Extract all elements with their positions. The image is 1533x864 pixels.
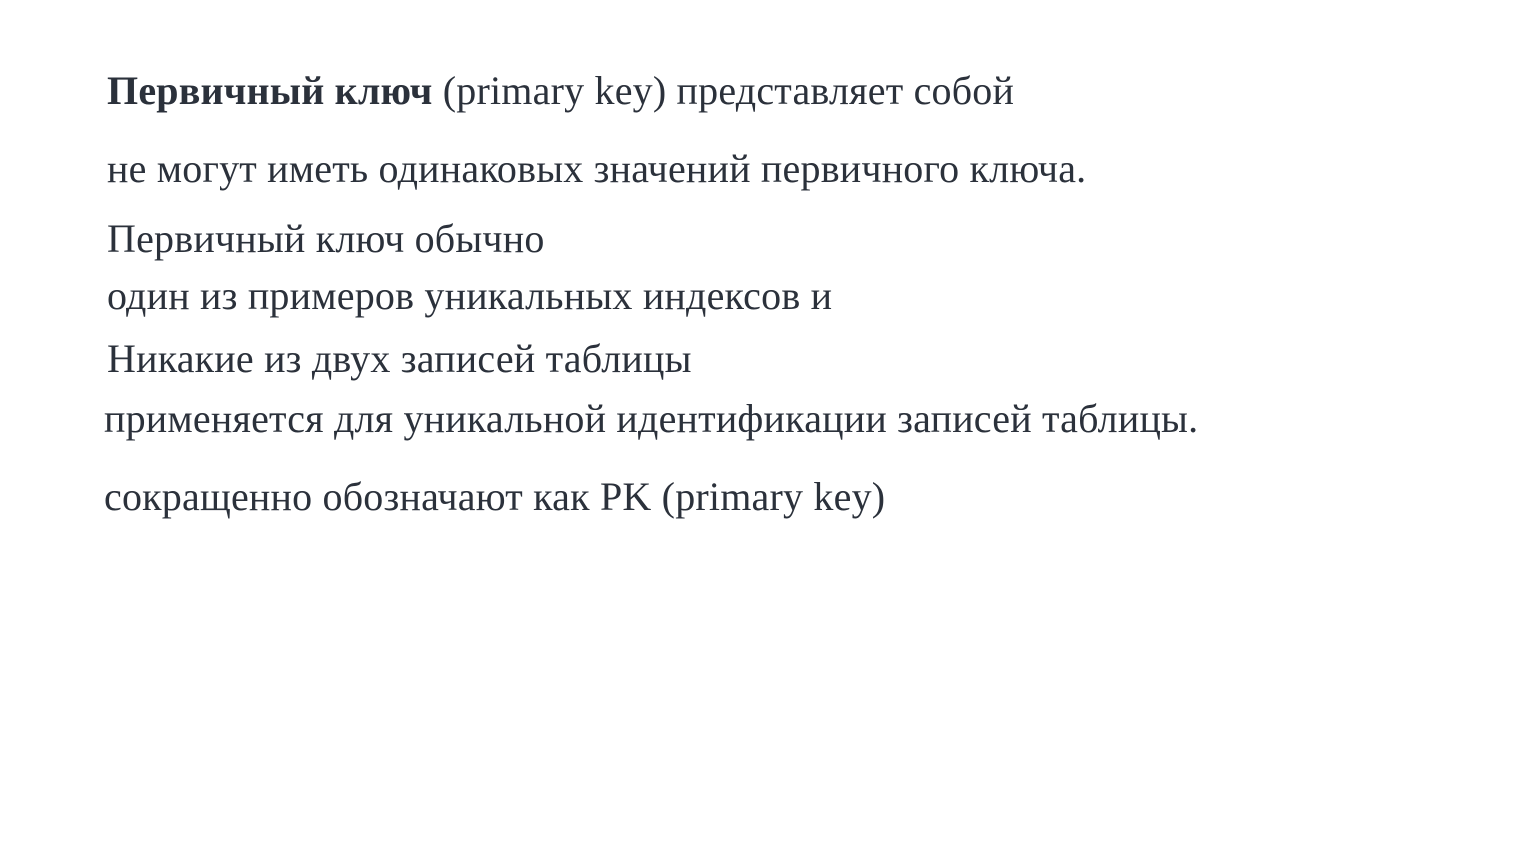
text-line-1-rest: (primary key) представляет собой	[432, 68, 1015, 113]
text-line-6: применяется для уникальной идентификации записей таблицы.	[104, 396, 1199, 441]
term-primary-key: Первичный ключ	[107, 68, 433, 113]
text-line-4: один из примеров уникальных индексов и	[107, 273, 833, 318]
text-line-3: Первичный ключ обычно	[107, 216, 545, 261]
text-line-2: не могут иметь одинаковых значений первичного ключа.	[107, 146, 1087, 191]
text-line-7: сокращенно обозначают как PK (primary key)	[104, 474, 886, 519]
text-line-5: Никакие из двух записей таблицы	[107, 336, 692, 381]
text-line-1	[107, 68, 1014, 114]
